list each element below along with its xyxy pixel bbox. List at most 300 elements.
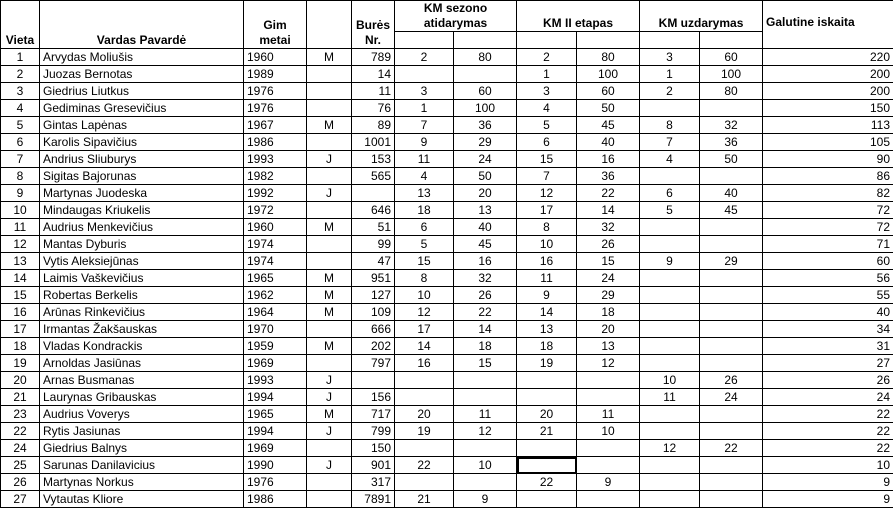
km3-points-cell[interactable] [700,168,763,185]
sail-cell[interactable]: 89 [352,117,395,134]
km2-points-cell[interactable]: 60 [577,83,640,100]
km3-place-cell[interactable] [640,457,700,474]
km2-place-cell[interactable]: 17 [517,202,577,219]
year-cell[interactable]: 1976 [244,100,307,117]
group-cell[interactable]: M [307,304,352,321]
sail-cell[interactable]: 7891 [352,491,395,508]
header-km2-points[interactable] [577,32,640,49]
vieta-cell[interactable]: 6 [1,134,40,151]
km1-points-cell[interactable]: 60 [454,83,517,100]
sail-cell[interactable]: 646 [352,202,395,219]
header-year[interactable]: Gim metai [244,1,307,49]
km3-points-cell[interactable] [700,321,763,338]
km1-place-cell[interactable]: 4 [395,168,454,185]
total-cell[interactable]: 31 [763,338,893,355]
vieta-cell[interactable]: 16 [1,304,40,321]
group-cell[interactable] [307,66,352,83]
header-km3[interactable]: KM uzdarymas [640,1,763,32]
km2-points-cell[interactable]: 50 [577,100,640,117]
km2-place-cell[interactable]: 22 [517,474,577,491]
km2-place-cell[interactable]: 4 [517,100,577,117]
total-cell[interactable]: 200 [763,83,893,100]
km2-place-cell[interactable]: 11 [517,270,577,287]
name-cell[interactable]: Martynas Norkus [40,474,244,491]
km2-points-cell[interactable]: 18 [577,304,640,321]
km1-place-cell[interactable]: 15 [395,253,454,270]
km2-place-cell[interactable]: 13 [517,321,577,338]
group-cell[interactable]: J [307,389,352,406]
sail-cell[interactable]: 565 [352,168,395,185]
km1-place-cell[interactable]: 11 [395,151,454,168]
km1-place-cell[interactable]: 6 [395,219,454,236]
km1-place-cell[interactable]: 2 [395,49,454,66]
km1-place-cell[interactable]: 20 [395,406,454,423]
year-cell[interactable]: 1962 [244,287,307,304]
year-cell[interactable]: 1982 [244,168,307,185]
year-cell[interactable]: 1967 [244,117,307,134]
total-cell[interactable]: 90 [763,151,893,168]
km3-place-cell[interactable] [640,236,700,253]
km2-points-cell[interactable] [577,389,640,406]
year-cell[interactable]: 1974 [244,253,307,270]
header-km2-place[interactable] [517,32,577,49]
km1-points-cell[interactable] [454,389,517,406]
km1-place-cell[interactable]: 17 [395,321,454,338]
name-cell[interactable]: Robertas Berkelis [40,287,244,304]
km2-place-cell[interactable]: 5 [517,117,577,134]
year-cell[interactable]: 1986 [244,491,307,508]
header-km1-place[interactable] [395,32,454,49]
year-cell[interactable]: 1972 [244,202,307,219]
sail-cell[interactable]: 789 [352,49,395,66]
vieta-cell[interactable]: 24 [1,440,40,457]
km1-points-cell[interactable]: 26 [454,287,517,304]
group-cell[interactable] [307,355,352,372]
sail-cell[interactable]: 109 [352,304,395,321]
km3-place-cell[interactable] [640,321,700,338]
total-cell[interactable]: 10 [763,457,893,474]
total-cell[interactable]: 60 [763,253,893,270]
km2-place-cell[interactable]: 6 [517,134,577,151]
km1-points-cell[interactable]: 13 [454,202,517,219]
group-cell[interactable]: M [307,406,352,423]
km2-place-cell[interactable] [517,389,577,406]
sail-cell[interactable] [352,185,395,202]
km3-place-cell[interactable] [640,355,700,372]
km1-points-cell[interactable]: 14 [454,321,517,338]
km3-place-cell[interactable] [640,287,700,304]
km2-points-cell[interactable]: 22 [577,185,640,202]
name-cell[interactable]: Juozas Bernotas [40,66,244,83]
sail-cell[interactable]: 127 [352,287,395,304]
km2-points-cell[interactable] [577,372,640,389]
vieta-cell[interactable]: 11 [1,219,40,236]
km1-points-cell[interactable]: 100 [454,100,517,117]
year-cell[interactable]: 1986 [244,134,307,151]
km3-place-cell[interactable] [640,219,700,236]
name-cell[interactable]: Gintas Lapėnas [40,117,244,134]
km3-place-cell[interactable] [640,406,700,423]
group-cell[interactable] [307,321,352,338]
vieta-cell[interactable]: 25 [1,457,40,474]
km3-place-cell[interactable] [640,338,700,355]
year-cell[interactable]: 1993 [244,372,307,389]
km3-points-cell[interactable]: 29 [700,253,763,270]
total-cell[interactable]: 24 [763,389,893,406]
sail-cell[interactable]: 317 [352,474,395,491]
year-cell[interactable]: 1960 [244,219,307,236]
km2-points-cell[interactable]: 10 [577,423,640,440]
km1-place-cell[interactable] [395,66,454,83]
km1-place-cell[interactable]: 21 [395,491,454,508]
km3-points-cell[interactable]: 32 [700,117,763,134]
km2-points-cell[interactable]: 11 [577,406,640,423]
year-cell[interactable]: 1990 [244,457,307,474]
km1-points-cell[interactable]: 20 [454,185,517,202]
km3-place-cell[interactable]: 8 [640,117,700,134]
km2-place-cell[interactable] [517,440,577,457]
total-cell[interactable]: 150 [763,100,893,117]
vieta-cell[interactable]: 23 [1,406,40,423]
group-cell[interactable]: M [307,338,352,355]
sail-cell[interactable]: 1001 [352,134,395,151]
group-cell[interactable]: M [307,270,352,287]
km1-points-cell[interactable]: 10 [454,457,517,474]
vieta-cell[interactable]: 22 [1,423,40,440]
km3-place-cell[interactable]: 10 [640,372,700,389]
name-cell[interactable]: Arnoldas Jasiūnas [40,355,244,372]
km3-place-cell[interactable] [640,270,700,287]
km1-points-cell[interactable] [454,372,517,389]
km2-points-cell[interactable]: 16 [577,151,640,168]
km1-place-cell[interactable]: 13 [395,185,454,202]
km1-place-cell[interactable] [395,389,454,406]
sail-cell[interactable]: 76 [352,100,395,117]
km2-place-cell[interactable]: 18 [517,338,577,355]
km3-points-cell[interactable] [700,423,763,440]
group-cell[interactable]: J [307,185,352,202]
group-cell[interactable]: J [307,372,352,389]
km2-points-cell[interactable]: 45 [577,117,640,134]
km3-place-cell[interactable]: 6 [640,185,700,202]
km2-place-cell[interactable]: 14 [517,304,577,321]
vieta-cell[interactable]: 7 [1,151,40,168]
km3-points-cell[interactable] [700,236,763,253]
total-cell[interactable]: 71 [763,236,893,253]
km1-points-cell[interactable]: 24 [454,151,517,168]
total-cell[interactable]: 113 [763,117,893,134]
km3-points-cell[interactable]: 100 [700,66,763,83]
group-cell[interactable] [307,100,352,117]
km2-points-cell[interactable]: 80 [577,49,640,66]
name-cell[interactable]: Andrius Sliuburys [40,151,244,168]
year-cell[interactable]: 1959 [244,338,307,355]
total-cell[interactable]: 22 [763,406,893,423]
km2-place-cell[interactable]: 3 [517,83,577,100]
vieta-cell[interactable]: 27 [1,491,40,508]
total-cell[interactable]: 40 [763,304,893,321]
vieta-cell[interactable]: 14 [1,270,40,287]
km3-points-cell[interactable]: 36 [700,134,763,151]
vieta-cell[interactable]: 9 [1,185,40,202]
sail-cell[interactable]: 156 [352,389,395,406]
sail-cell[interactable]: 951 [352,270,395,287]
sail-cell[interactable]: 153 [352,151,395,168]
km1-points-cell[interactable]: 9 [454,491,517,508]
km1-place-cell[interactable]: 10 [395,287,454,304]
km1-points-cell[interactable]: 29 [454,134,517,151]
header-total[interactable]: Galutine iskaita [763,1,893,49]
year-cell[interactable]: 1994 [244,423,307,440]
km1-place-cell[interactable]: 3 [395,83,454,100]
km1-points-cell[interactable]: 32 [454,270,517,287]
vieta-cell[interactable]: 4 [1,100,40,117]
name-cell[interactable]: Audrius Voverys [40,406,244,423]
km3-place-cell[interactable]: 12 [640,440,700,457]
sail-cell[interactable]: 799 [352,423,395,440]
group-cell[interactable]: M [307,287,352,304]
km1-place-cell[interactable]: 19 [395,423,454,440]
km3-points-cell[interactable]: 40 [700,185,763,202]
km3-place-cell[interactable]: 9 [640,253,700,270]
km2-place-cell[interactable]: 12 [517,185,577,202]
total-cell[interactable]: 34 [763,321,893,338]
km1-points-cell[interactable]: 15 [454,355,517,372]
name-cell[interactable]: Laurynas Gribauskas [40,389,244,406]
km3-place-cell[interactable] [640,304,700,321]
km1-place-cell[interactable]: 14 [395,338,454,355]
header-km3-place[interactable] [640,32,700,49]
km2-points-cell[interactable]: 12 [577,355,640,372]
km1-points-cell[interactable]: 16 [454,253,517,270]
sail-cell[interactable]: 14 [352,66,395,83]
name-cell[interactable]: Irmantas Žakšauskas [40,321,244,338]
year-cell[interactable]: 1965 [244,406,307,423]
sail-cell[interactable]: 150 [352,440,395,457]
name-cell[interactable]: Arnas Busmanas [40,372,244,389]
vieta-cell[interactable]: 15 [1,287,40,304]
group-cell[interactable]: M [307,219,352,236]
header-name[interactable]: Vardas Pavardė [40,1,244,49]
group-cell[interactable] [307,83,352,100]
group-cell[interactable] [307,474,352,491]
year-cell[interactable]: 1976 [244,83,307,100]
sail-cell[interactable]: 666 [352,321,395,338]
name-cell[interactable]: Karolis Sipavičius [40,134,244,151]
km2-points-cell[interactable]: 24 [577,270,640,287]
vieta-cell[interactable]: 5 [1,117,40,134]
year-cell[interactable]: 1969 [244,355,307,372]
vieta-cell[interactable]: 12 [1,236,40,253]
km1-place-cell[interactable]: 8 [395,270,454,287]
km1-points-cell[interactable]: 40 [454,219,517,236]
km1-points-cell[interactable] [454,474,517,491]
year-cell[interactable]: 1974 [244,236,307,253]
km2-points-cell[interactable] [577,491,640,508]
km2-place-cell[interactable] [517,457,577,474]
km2-points-cell[interactable]: 29 [577,287,640,304]
km3-place-cell[interactable]: 2 [640,83,700,100]
km1-place-cell[interactable] [395,474,454,491]
total-cell[interactable]: 27 [763,355,893,372]
km2-points-cell[interactable]: 36 [577,168,640,185]
km1-points-cell[interactable]: 12 [454,423,517,440]
total-cell[interactable]: 200 [763,66,893,83]
km3-place-cell[interactable] [640,491,700,508]
km2-place-cell[interactable]: 1 [517,66,577,83]
vieta-cell[interactable]: 26 [1,474,40,491]
km1-place-cell[interactable]: 9 [395,134,454,151]
total-cell[interactable]: 220 [763,49,893,66]
sail-cell[interactable]: 99 [352,236,395,253]
km3-points-cell[interactable]: 60 [700,49,763,66]
group-cell[interactable] [307,134,352,151]
sail-cell[interactable]: 901 [352,457,395,474]
group-cell[interactable]: J [307,151,352,168]
km2-points-cell[interactable] [577,440,640,457]
year-cell[interactable]: 1976 [244,474,307,491]
km2-place-cell[interactable]: 8 [517,219,577,236]
name-cell[interactable]: Gediminas Gresevičius [40,100,244,117]
name-cell[interactable]: Arūnas Rinkevičius [40,304,244,321]
total-cell[interactable]: 55 [763,287,893,304]
km2-points-cell[interactable]: 100 [577,66,640,83]
name-cell[interactable]: Laimis Vaškevičius [40,270,244,287]
km3-points-cell[interactable] [700,457,763,474]
total-cell[interactable]: 9 [763,474,893,491]
year-cell[interactable]: 1992 [244,185,307,202]
header-km1[interactable]: KM sezono atidarymas [395,1,517,32]
km3-place-cell[interactable] [640,474,700,491]
year-cell[interactable]: 1965 [244,270,307,287]
total-cell[interactable]: 22 [763,423,893,440]
km2-points-cell[interactable]: 32 [577,219,640,236]
km3-points-cell[interactable] [700,270,763,287]
km1-points-cell[interactable]: 45 [454,236,517,253]
group-cell[interactable] [307,236,352,253]
km2-place-cell[interactable]: 7 [517,168,577,185]
km3-place-cell[interactable] [640,168,700,185]
header-km3-points[interactable] [700,32,763,49]
header-km1-points[interactable] [454,32,517,49]
km2-place-cell[interactable]: 2 [517,49,577,66]
km2-place-cell[interactable]: 20 [517,406,577,423]
km1-place-cell[interactable]: 1 [395,100,454,117]
km3-place-cell[interactable] [640,423,700,440]
km2-place-cell[interactable] [517,491,577,508]
vieta-cell[interactable]: 1 [1,49,40,66]
km1-points-cell[interactable]: 22 [454,304,517,321]
km2-points-cell[interactable]: 26 [577,236,640,253]
km3-place-cell[interactable]: 5 [640,202,700,219]
name-cell[interactable]: Mantas Dyburis [40,236,244,253]
year-cell[interactable]: 1970 [244,321,307,338]
total-cell[interactable]: 105 [763,134,893,151]
km3-points-cell[interactable]: 24 [700,389,763,406]
sail-cell[interactable]: 47 [352,253,395,270]
total-cell[interactable]: 72 [763,219,893,236]
vieta-cell[interactable]: 2 [1,66,40,83]
km3-place-cell[interactable]: 1 [640,66,700,83]
km1-place-cell[interactable]: 16 [395,355,454,372]
km1-place-cell[interactable]: 12 [395,304,454,321]
group-cell[interactable]: M [307,49,352,66]
sail-cell[interactable] [352,372,395,389]
km3-place-cell[interactable] [640,100,700,117]
km3-points-cell[interactable]: 80 [700,83,763,100]
km3-points-cell[interactable] [700,474,763,491]
vieta-cell[interactable]: 19 [1,355,40,372]
header-km2[interactable]: KM II etapas [517,1,640,32]
km2-points-cell[interactable]: 15 [577,253,640,270]
km1-place-cell[interactable]: 5 [395,236,454,253]
vieta-cell[interactable]: 10 [1,202,40,219]
name-cell[interactable]: Vytautas Kliore [40,491,244,508]
km1-points-cell[interactable] [454,66,517,83]
name-cell[interactable]: Vladas Kondrackis [40,338,244,355]
vieta-cell[interactable]: 8 [1,168,40,185]
sail-cell[interactable]: 51 [352,219,395,236]
km3-place-cell[interactable]: 4 [640,151,700,168]
sail-cell[interactable]: 717 [352,406,395,423]
km3-points-cell[interactable] [700,100,763,117]
km2-place-cell[interactable]: 21 [517,423,577,440]
km2-points-cell[interactable]: 14 [577,202,640,219]
year-cell[interactable]: 1989 [244,66,307,83]
km3-points-cell[interactable] [700,304,763,321]
name-cell[interactable]: Arvydas Moliušis [40,49,244,66]
name-cell[interactable]: Mindaugas Kriukelis [40,202,244,219]
km3-points-cell[interactable] [700,287,763,304]
name-cell[interactable]: Rytis Jasiunas [40,423,244,440]
km3-place-cell[interactable]: 11 [640,389,700,406]
group-cell[interactable]: J [307,457,352,474]
year-cell[interactable]: 1994 [244,389,307,406]
km3-points-cell[interactable]: 45 [700,202,763,219]
total-cell[interactable]: 72 [763,202,893,219]
km2-points-cell[interactable]: 13 [577,338,640,355]
total-cell[interactable]: 56 [763,270,893,287]
km1-points-cell[interactable]: 50 [454,168,517,185]
km1-place-cell[interactable]: 7 [395,117,454,134]
km1-points-cell[interactable]: 11 [454,406,517,423]
name-cell[interactable]: Giedrius Balnys [40,440,244,457]
km3-points-cell[interactable] [700,355,763,372]
km1-points-cell[interactable] [454,440,517,457]
group-cell[interactable]: M [307,117,352,134]
year-cell[interactable]: 1969 [244,440,307,457]
sail-cell[interactable]: 11 [352,83,395,100]
name-cell[interactable]: Giedrius Liutkus [40,83,244,100]
group-cell[interactable]: J [307,423,352,440]
total-cell[interactable]: 22 [763,440,893,457]
total-cell[interactable]: 82 [763,185,893,202]
year-cell[interactable]: 1960 [244,49,307,66]
km2-place-cell[interactable]: 9 [517,287,577,304]
name-cell[interactable]: Vytis Aleksiejūnas [40,253,244,270]
km2-place-cell[interactable]: 10 [517,236,577,253]
km3-place-cell[interactable]: 7 [640,134,700,151]
km1-place-cell[interactable]: 22 [395,457,454,474]
km3-place-cell[interactable]: 3 [640,49,700,66]
vieta-cell[interactable]: 21 [1,389,40,406]
km2-place-cell[interactable] [517,372,577,389]
year-cell[interactable]: 1964 [244,304,307,321]
total-cell[interactable]: 9 [763,491,893,508]
km3-points-cell[interactable] [700,338,763,355]
vieta-cell[interactable]: 17 [1,321,40,338]
sail-cell[interactable]: 202 [352,338,395,355]
